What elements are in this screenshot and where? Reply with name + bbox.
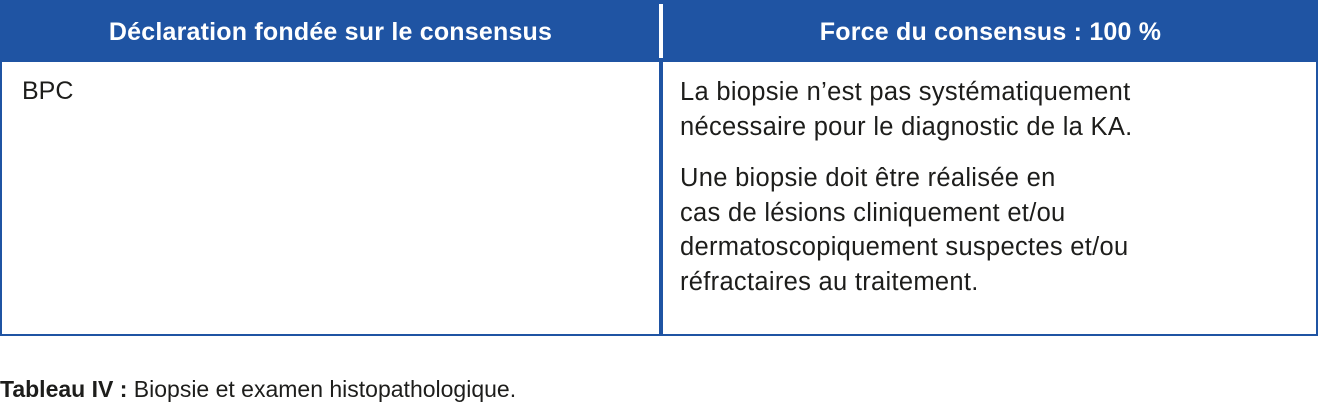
statement-line: La biopsie n’est pas systématiquement bbox=[680, 78, 1131, 106]
statement-line: dermatoscopiquement suspectes et/ou bbox=[680, 233, 1129, 261]
statement-paragraph-2 bbox=[680, 161, 1300, 299]
column-divider bbox=[659, 62, 663, 334]
statement-text-cell bbox=[680, 75, 1300, 299]
statement-line: réfractaires au traitement. bbox=[680, 267, 979, 296]
statement-paragraph-1 bbox=[680, 75, 1300, 144]
caption-label: Tableau IV : bbox=[0, 376, 128, 402]
statement-line: cas de lésions cliniquement et/ou bbox=[680, 198, 1066, 227]
header-consensus-strength: Force du consensus : 100 % bbox=[819, 18, 1162, 46]
statement-line: Une biopsie doit être réalisée en bbox=[680, 164, 1056, 192]
table-header-row bbox=[2, 0, 1318, 62]
statement-type-cell: BPC bbox=[22, 77, 74, 105]
header-statement: Déclaration fondée sur le consensus bbox=[108, 18, 553, 46]
table-caption bbox=[0, 374, 516, 404]
statement-line: nécessaire pour le diagnostic de la KA. bbox=[680, 112, 1133, 141]
caption-text: Biopsie et examen histopathologique. bbox=[133, 376, 517, 402]
